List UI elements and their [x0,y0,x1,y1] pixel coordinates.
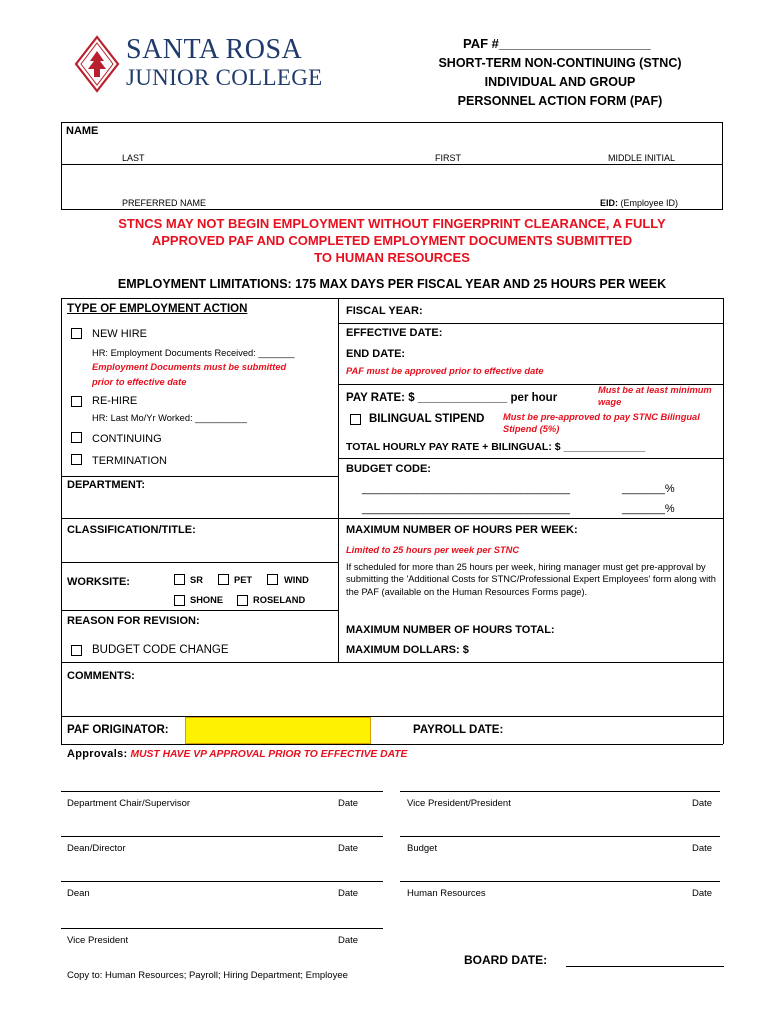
grid-left-border [61,298,62,744]
board-date-field[interactable] [566,950,724,967]
revision-label: REASON FOR REVISION: [67,615,200,627]
sig-line-dean [61,881,383,882]
form-title-line1: SHORT-TERM NON-CONTINUING (STNC) [438,56,682,70]
approvals-label: Approvals: [67,748,128,760]
continuing-checkbox[interactable] [71,432,82,443]
worksite-sr-label: SR [190,575,203,585]
sig-budget-field[interactable] [401,815,719,835]
warning-line3: TO HUMAN RESOURCES [314,250,470,265]
sig-line-dean-director [61,836,383,837]
worksite-wind-checkbox[interactable] [267,574,278,585]
form-title-line2: INDIVIDUAL AND GROUP [484,75,636,89]
worksite-sr-checkbox[interactable] [174,574,185,585]
full-divider-bottom [61,744,723,745]
originator-field[interactable] [185,717,371,744]
termination-checkbox[interactable] [71,454,82,465]
department-label: DEPARTMENT: [67,479,146,491]
eid-label-text: EID: [600,198,618,208]
worksite-roseland-checkbox[interactable] [237,595,248,606]
worksite-pet-checkbox[interactable] [218,574,229,585]
comments-field[interactable] [64,685,720,713]
budget-change-checkbox[interactable] [71,645,82,656]
worksite-shone-label: SHONE [190,595,224,605]
name-line-1 [61,164,723,165]
middle-label: MIDDLE INITIAL [608,153,676,163]
eid-field[interactable] [565,166,720,194]
sig-vp-president-label: Vice President/President [407,798,511,809]
sig-date-label-7: Date [338,935,359,946]
sig-date-label-2: Date [692,798,713,809]
seal-icon [74,35,120,93]
employment-limitations: EMPLOYMENT LIMITATIONS: 175 MAX DAYS PER FISCAL YEAR AND 25 HOURS PER WEEK [117,277,667,291]
fiscal-year-label: FISCAL YEAR: [346,305,423,317]
warning-line2: APPROVED PAF AND COMPLETED EMPLOYMENT DOCUMENTS SUBMITTED [151,233,633,248]
worksite-pet-label: PET [234,575,253,585]
board-date-label: BOARD DATE: [464,953,548,967]
budget-code-line-2[interactable]: __________________________________ [362,503,571,515]
preferred-name-field[interactable] [62,166,562,194]
left-divider-3 [61,562,338,563]
employment-action-title: TYPE OF EMPLOYMENT ACTION [67,303,248,315]
termination-label: TERMINATION [92,455,167,467]
sig-line-dept-chair [61,791,383,792]
pay-rate-field[interactable] [425,388,539,406]
sig-vice-president-field[interactable] [62,907,382,927]
logo-line1: SANTA ROSA [126,34,303,65]
sig-budget-label: Budget [407,843,438,854]
classification-field[interactable] [64,538,336,560]
bilingual-note-line2: Stipend (5%) [503,424,560,434]
worksite-wind-label: WIND [284,575,309,585]
department-field[interactable] [160,478,335,516]
college-logo [70,32,350,98]
approvals-note: MUST HAVE VP APPROVAL PRIOR TO EFFECTIVE DATE [130,749,408,760]
eid-label [600,198,678,208]
bilingual-label: BILINGUAL STIPEND [369,413,485,425]
sig-dean-label: Dean [67,888,90,899]
new-hire-label: NEW HIRE [92,328,147,340]
first-label: FIRST [435,153,461,163]
sig-dept-chair-label: Department Chair/Supervisor [67,798,191,809]
paf-approval-note: PAF must be approved prior to effective date [346,366,544,376]
budget-code-label: BUDGET CODE: [346,463,431,475]
paf-number: PAF #_____________________ [463,36,651,51]
rehire-checkbox[interactable] [71,396,82,407]
sig-date-label-5: Date [338,888,359,899]
docs-note-line2: prior to effective date [92,377,187,387]
total-hourly-rate-field[interactable] [588,438,688,455]
sig-vice-president-label: Vice President [67,935,129,946]
pay-note-line2: wage [598,397,622,407]
pay-note-line1: Must be at least minimum [598,385,712,395]
sig-line-hr [400,881,720,882]
preferred-label: PREFERRED NAME [122,198,207,208]
effective-date-label: EFFECTIVE DATE: [346,327,443,339]
name-title: NAME [66,125,99,137]
logo-line2: JUNIOR COLLEGE [126,65,323,90]
max-dollars-field[interactable] [495,641,715,659]
full-divider-originator [61,716,723,717]
effective-date-field[interactable] [465,325,720,343]
sig-dept-chair-field[interactable] [62,770,382,790]
hr-last-worked: HR: Last Mo/Yr Worked: __________ [92,413,247,423]
grid-top-line [61,298,723,299]
left-divider-2 [61,518,338,519]
worksite-roseland-label: ROSELAND [253,595,306,605]
max-hours-week-label: MAXIMUM NUMBER OF HOURS PER WEEK: [346,524,578,536]
budget-change-label: BUDGET CODE CHANGE [92,644,229,656]
grid-center-divider [338,298,339,662]
comments-label: COMMENTS: [67,670,135,682]
hours-explanation: If scheduled for more than 25 hours per week, hiring manager must get pre-approval by submitting the 'Additional Costs for STNC/Professional Expert Employees' form along with the PAF (available on the Human Resources Forms page). [346,562,716,597]
total-hourly-rate: TOTAL HOURLY PAY RATE + BILINGUAL: $ ______________ [346,441,646,453]
approvals-row [67,748,407,760]
end-date-label: END DATE: [346,348,406,360]
full-divider-comments [61,662,723,663]
rehire-label: RE-HIRE [92,395,138,407]
hr-docs-received: HR: Employment Documents Received: _______ [92,348,295,358]
sig-dean-director-label: Dean/Director [67,843,126,854]
right-divider-3 [338,458,723,459]
max-dollars-label: MAXIMUM DOLLARS: $ [346,644,469,656]
sig-date-label-3: Date [338,843,359,854]
left-divider-1 [61,476,338,477]
sig-hr-field[interactable] [401,860,719,880]
form-title-line3: PERSONNEL ACTION FORM (PAF) [457,94,663,108]
right-divider-1 [338,323,723,324]
sig-dean-director-field[interactable] [62,815,382,835]
sig-line-vp-president [400,791,720,792]
worksite-label: WORKSITE: [67,576,130,588]
sig-line-vice-president [61,928,383,929]
docs-note-line1: Employment Documents must be submitted [92,362,287,372]
pay-rate: PAY RATE: $ ______________ per hour [346,392,558,404]
sig-date-label-4: Date [692,843,713,854]
sig-line-budget [400,836,720,837]
new-hire-checkbox[interactable] [71,328,82,339]
warning-line1: STNCS MAY NOT BEGIN EMPLOYMENT WITHOUT FINGERPRINT CLEARANCE, A FULLY [118,216,666,231]
first-name-field[interactable] [365,140,565,162]
last-label: LAST [122,153,145,163]
originator-label: PAF ORIGINATOR: [67,724,169,736]
classification-label: CLASSIFICATION/TITLE: [67,524,196,536]
budget-code-line-1[interactable]: __________________________________ [362,483,571,495]
budget-pct-1[interactable]: _______% [622,483,675,495]
eid-hint: (Employee ID) [620,198,679,208]
left-divider-4 [61,610,338,611]
grid-right-border [723,298,724,744]
continuing-label: CONTINUING [92,433,162,445]
last-name-field[interactable] [62,140,362,162]
sig-date-label-1: Date [338,798,359,809]
sig-dean-field[interactable] [62,860,382,880]
fiscal-year-field[interactable] [440,301,720,321]
copy-to: Copy to: Human Resources; Payroll; Hiring Department; Employee [67,970,348,981]
right-divider-4 [338,518,723,519]
max-hours-total-label: MAXIMUM NUMBER OF HOURS TOTAL: [346,624,555,636]
hours-limit-note: Limited to 25 hours per week per STNC [346,545,520,555]
sig-vp-president-field[interactable] [401,770,719,790]
end-date-field[interactable] [420,346,720,364]
worksite-shone-checkbox[interactable] [174,595,185,606]
bilingual-checkbox[interactable] [350,414,361,425]
payroll-date-label: PAYROLL DATE: [413,724,504,736]
sig-date-label-6: Date [692,888,713,899]
budget-pct-2[interactable]: _______% [622,503,675,515]
sig-hr-label: Human Resources [407,888,486,899]
bilingual-note-line1: Must be pre-approved to pay STNC Bilingual [503,412,700,422]
